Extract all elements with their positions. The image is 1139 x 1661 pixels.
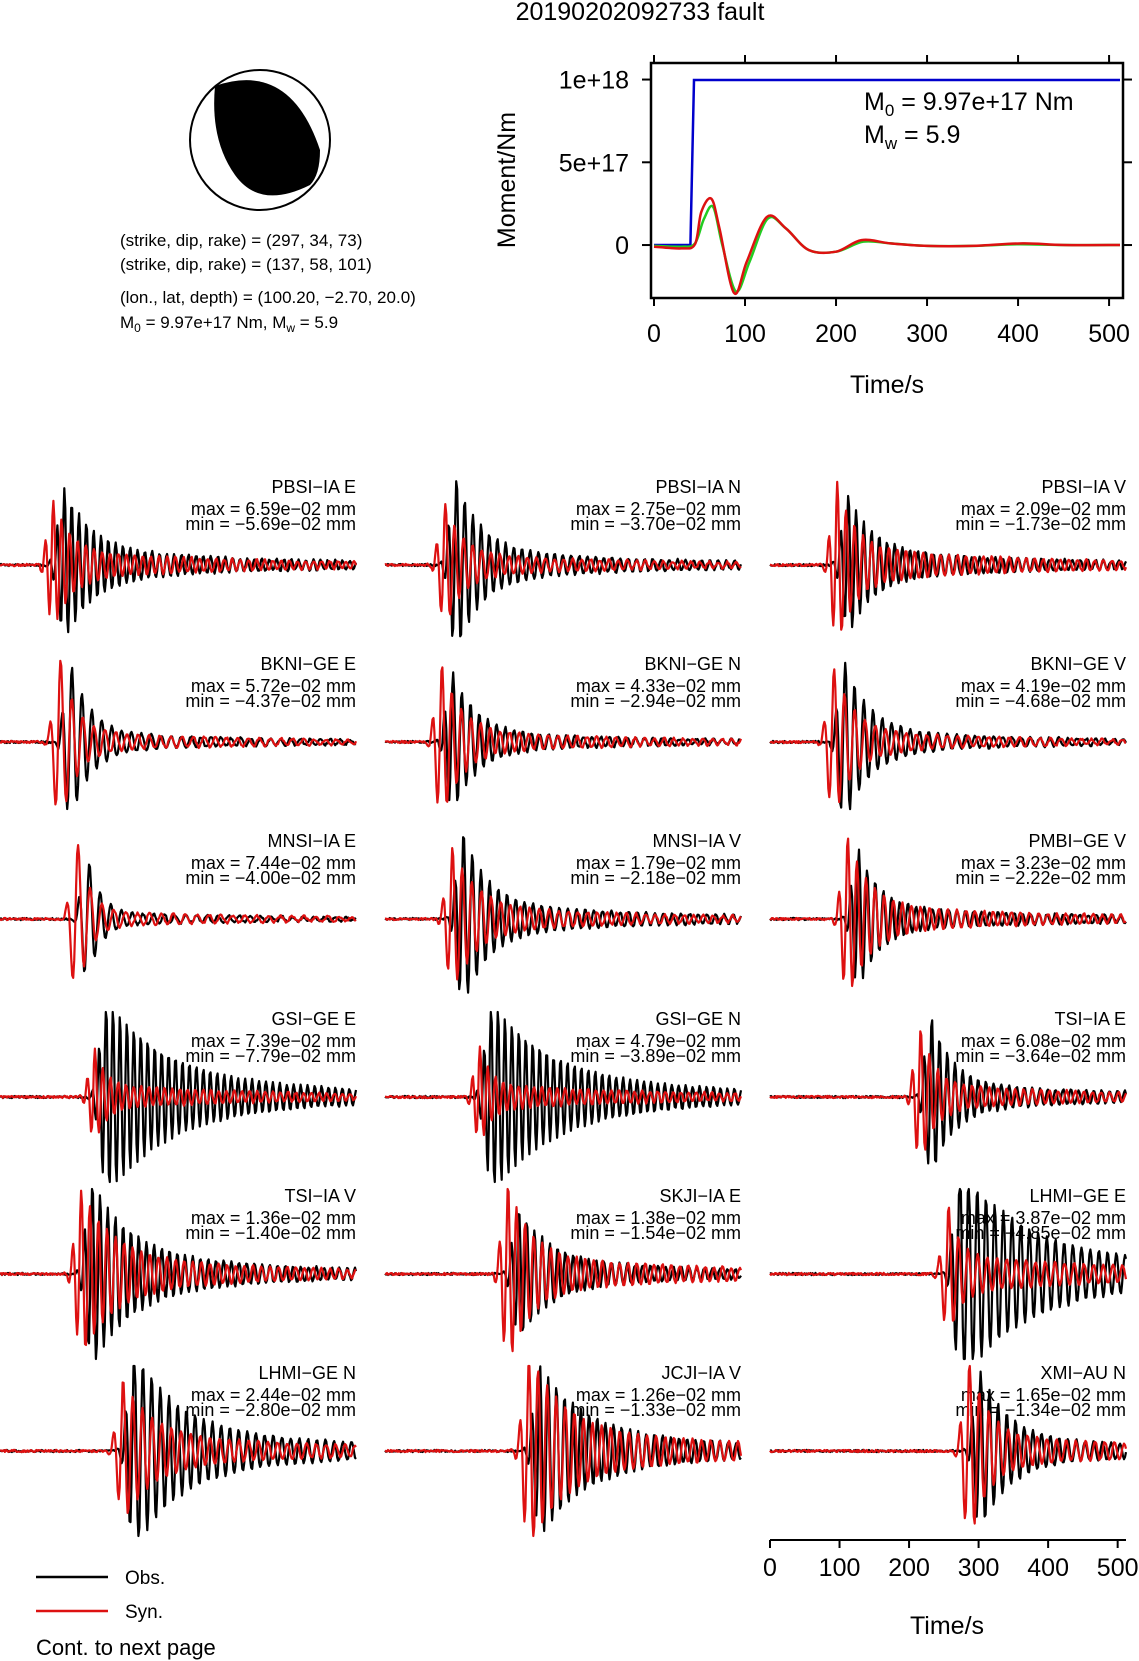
waveform-panel <box>385 831 741 993</box>
waveform-grid <box>0 477 1126 1536</box>
waveform-x-tick-label: 300 <box>957 1554 1000 1582</box>
waveform-x-tick-label: 0 <box>763 1554 777 1582</box>
moment-x-tick-label: 100 <box>724 320 766 348</box>
max-amplitude-label: max = 7.44e−02 mm <box>190 853 356 873</box>
station-label: LHMI−GE E <box>1029 1186 1126 1206</box>
moment-magnitude-label: $M_0 = 9.97e+17$ Nm, $M_w = 5.9$ <box>120 313 339 335</box>
min-amplitude-label: min = −4.00e−02 mm <box>185 868 356 888</box>
min-amplitude-label: min = −2.22e−02 mm <box>955 868 1126 888</box>
waveform-panel <box>0 1186 356 1359</box>
waveform-panel <box>770 1009 1126 1163</box>
max-amplitude-label: max = 2.09e−02 mm <box>960 499 1126 519</box>
max-amplitude-label: max = 6.59e−02 mm <box>190 499 356 519</box>
min-amplitude-label: min = −3.70e−02 mm <box>570 514 741 534</box>
moment-y-tick-label: 5e+17 <box>558 149 629 178</box>
waveform-panel <box>770 831 1126 986</box>
max-amplitude-label: max = 4.19e−02 mm <box>960 676 1126 696</box>
station-label: BKNI−GE V <box>1030 654 1126 674</box>
waveform-panel <box>0 1009 356 1182</box>
max-amplitude-label: max = 4.79e−02 mm <box>575 1031 741 1051</box>
waveform-panel <box>770 1363 1126 1524</box>
min-amplitude-label: min = −2.80e−02 mm <box>185 1400 356 1420</box>
nodal-plane-1: (strike, dip, rake) = (297, 34, 73) <box>120 231 363 250</box>
moment-rate-chart <box>493 55 1132 399</box>
waveform-panel <box>0 831 356 978</box>
max-amplitude-label: max = 1.65e−02 mm <box>960 1385 1126 1405</box>
page-title: 20190202092733 fault <box>515 0 765 26</box>
waveform-x-tick-label: 200 <box>888 1554 930 1582</box>
continuation-note: Cont. to next page <box>36 1635 216 1660</box>
station-label: JCJI−IA V <box>661 1363 741 1383</box>
station-label: GSI−GE E <box>271 1009 356 1029</box>
waveform-x-tick-label: 500 <box>1096 1554 1139 1582</box>
moment-y-tick-label: 1e+18 <box>558 66 629 95</box>
station-label: TSI−IA V <box>284 1186 356 1206</box>
waveform-panel <box>0 1363 356 1536</box>
legend-syn-label: Syn. <box>125 1602 164 1623</box>
station-label: MNSI−IA V <box>652 831 741 851</box>
moment-x-tick-label: 300 <box>906 320 948 348</box>
max-amplitude-label: max = 7.39e−02 mm <box>190 1031 356 1051</box>
moment-x-tick-label: 400 <box>997 320 1039 348</box>
moment-x-tick-label: 200 <box>815 320 857 348</box>
max-amplitude-label: max = 3.23e−02 mm <box>960 853 1126 873</box>
waveform-time-axis <box>763 1540 1138 1640</box>
min-amplitude-label: min = −7.79e−02 mm <box>185 1046 356 1066</box>
waveform-panel <box>385 654 741 803</box>
min-amplitude-label: min = −1.54e−02 mm <box>570 1223 741 1243</box>
moment-x-axis-label: Time/s <box>849 371 925 399</box>
min-amplitude-label: min = −1.40e−02 mm <box>185 1223 356 1243</box>
min-amplitude-label: min = −3.64e−02 mm <box>955 1046 1126 1066</box>
max-amplitude-label: max = 2.44e−02 mm <box>190 1385 356 1405</box>
min-amplitude-label: min = −1.33e−02 mm <box>570 1400 741 1420</box>
max-amplitude-label: max = 1.36e−02 mm <box>190 1208 356 1228</box>
waveform-panel <box>770 1186 1126 1359</box>
station-label: LHMI−GE N <box>258 1363 356 1383</box>
max-amplitude-label: max = 1.26e−02 mm <box>575 1385 741 1405</box>
max-amplitude-label: max = 5.72e−02 mm <box>190 676 356 696</box>
waveform-panel <box>385 1009 741 1182</box>
location-label: (lon., lat, depth) = (100.20, −2.70, 20.0) <box>120 288 416 307</box>
nodal-plane-2: (strike, dip, rake) = (137, 58, 101) <box>120 255 372 274</box>
waveform-panel <box>385 1363 741 1536</box>
waveform-panel <box>0 477 356 632</box>
legend <box>36 1568 165 1623</box>
max-amplitude-label: max = 3.87e−02 mm <box>960 1208 1126 1228</box>
min-amplitude-label: min = −1.34e−02 mm <box>955 1400 1126 1420</box>
station-label: BKNI−GE E <box>260 654 356 674</box>
min-amplitude-label: min = −2.94e−02 mm <box>570 691 741 711</box>
moment-x-tick-label: 500 <box>1088 320 1130 348</box>
station-label: XMI−AU N <box>1040 1363 1126 1383</box>
legend-obs-label: Obs. <box>125 1568 166 1589</box>
waveform-x-axis-label: Time/s <box>909 1612 985 1640</box>
beachball-icon <box>190 70 330 210</box>
min-amplitude-label: min = −4.68e−02 mm <box>955 691 1126 711</box>
min-amplitude-label: min = −2.18e−02 mm <box>570 868 741 888</box>
min-amplitude-label: min = −5.69e−02 mm <box>185 514 356 534</box>
moment-y-tick-label: 0 <box>615 232 629 261</box>
max-amplitude-label: max = 1.38e−02 mm <box>575 1208 741 1228</box>
station-label: SKJI−IA E <box>659 1186 741 1206</box>
station-label: TSI−IA E <box>1054 1009 1126 1029</box>
max-amplitude-label: max = 2.75e−02 mm <box>575 499 741 519</box>
moment-y-axis-label: Moment/Nm <box>493 111 521 249</box>
max-amplitude-label: max = 1.79e−02 mm <box>575 853 741 873</box>
waveform-x-tick-label: 400 <box>1027 1554 1069 1582</box>
moment-mw-annotation: $M_w = 5.9$ <box>864 121 961 153</box>
station-label: PBSI−IA N <box>655 477 741 497</box>
station-label: PBSI−IA V <box>1041 477 1126 497</box>
waveform-x-tick-label: 100 <box>818 1554 861 1582</box>
min-amplitude-label: min = −4.85e−02 mm <box>955 1223 1126 1243</box>
max-amplitude-label: max = 6.08e−02 mm <box>960 1031 1126 1051</box>
station-label: GSI−GE N <box>655 1009 741 1029</box>
min-amplitude-label: min = −3.89e−02 mm <box>570 1046 741 1066</box>
moment-m0-annotation: $M_0 = 9.97e+17$ Nm <box>864 88 1074 120</box>
waveform-panel <box>0 654 356 809</box>
station-label: PBSI−IA E <box>271 477 356 497</box>
station-label: MNSI−IA E <box>267 831 356 851</box>
station-label: BKNI−GE N <box>644 654 741 674</box>
min-amplitude-label: min = −4.37e−02 mm <box>185 691 356 711</box>
waveform-panel <box>385 1186 741 1351</box>
station-label: PMBI−GE V <box>1028 831 1126 851</box>
min-amplitude-label: min = −1.73e−02 mm <box>955 514 1126 534</box>
moment-x-tick-label: 0 <box>647 320 661 348</box>
max-amplitude-label: max = 4.33e−02 mm <box>575 676 741 696</box>
waveform-panel <box>770 477 1126 630</box>
waveform-panel <box>770 654 1126 809</box>
waveform-panel <box>385 477 741 636</box>
